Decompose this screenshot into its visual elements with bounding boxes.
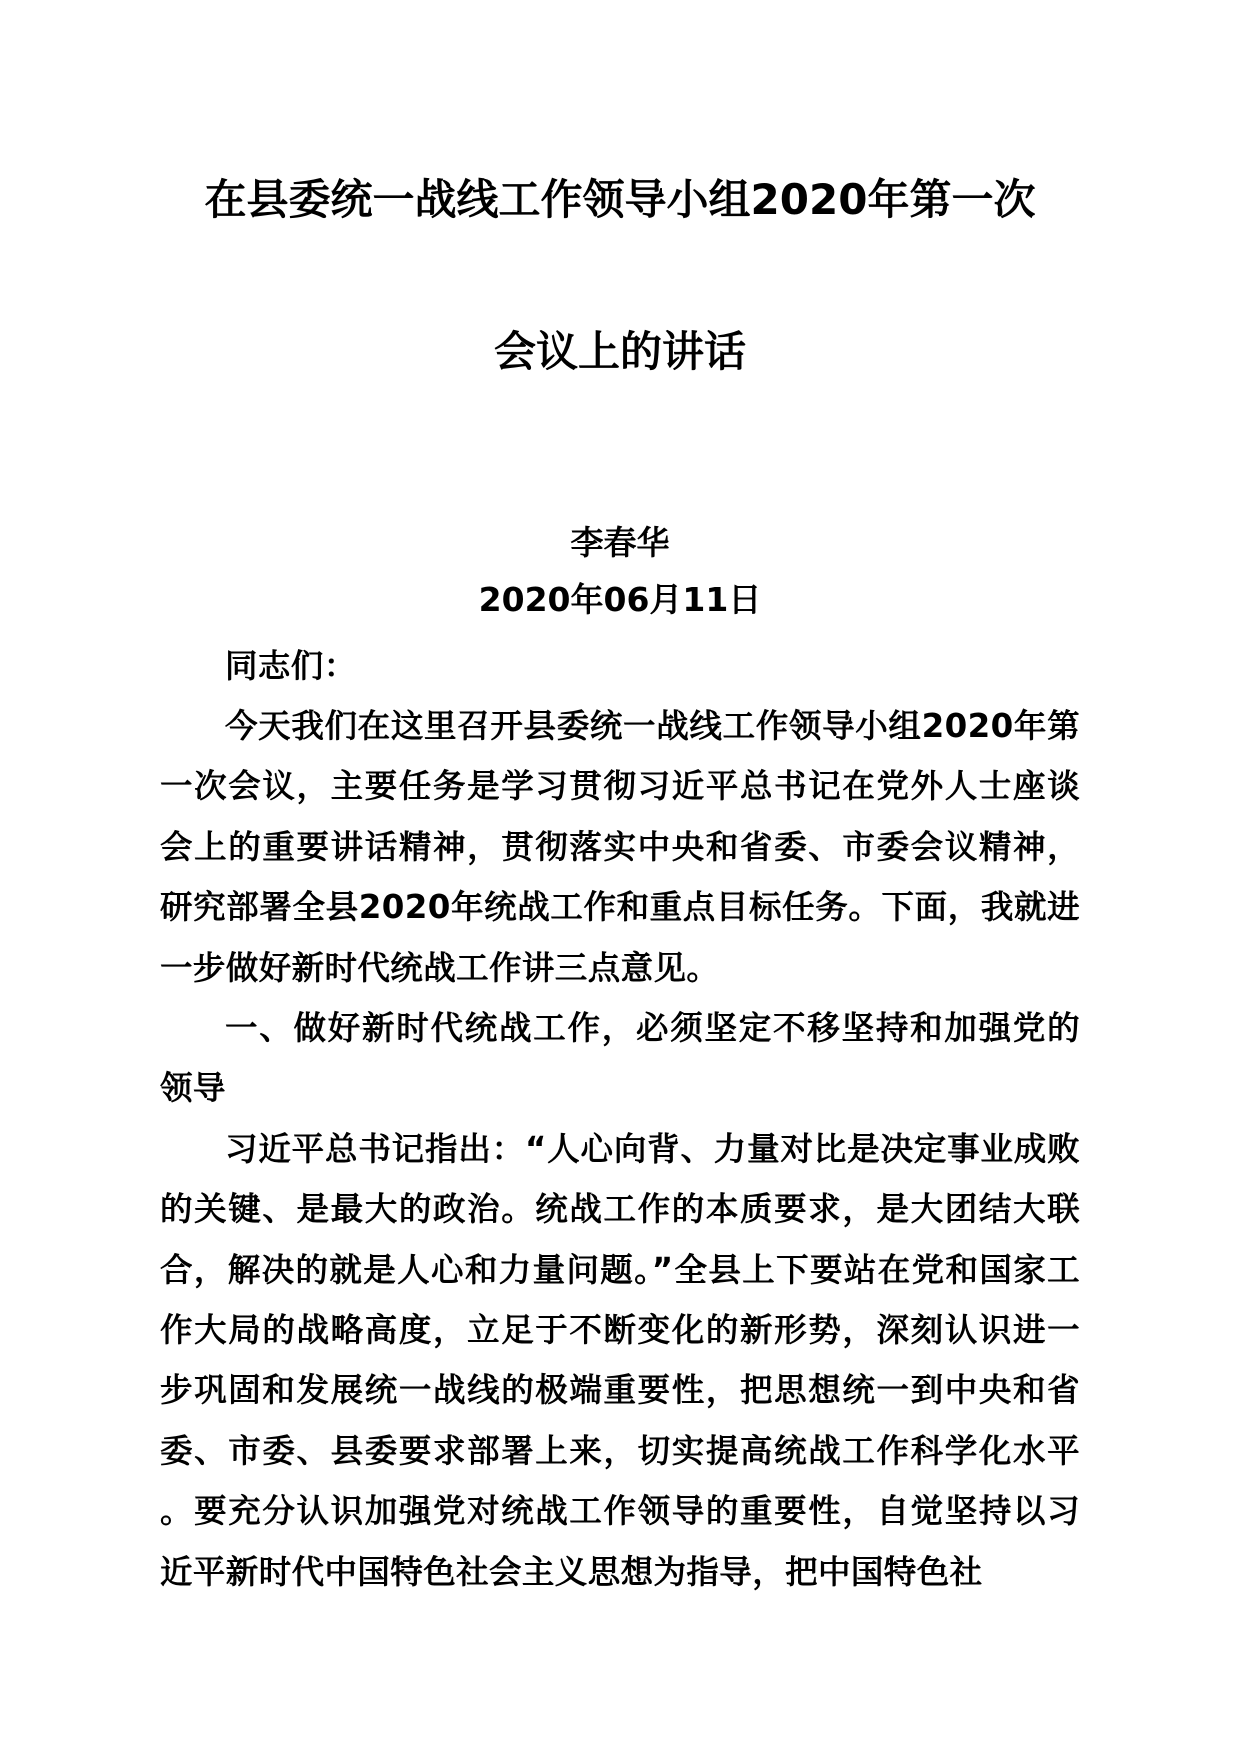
document-title-line-2: 会议上的讲话 xyxy=(493,327,746,376)
paragraph-intro: 今天我们在这里召开县委统一战线工作领导小组2020年第一次会议，主要任务是学习贯彻习近平总书记在党外人士座谈会上的重要讲话精神，贯彻落实中央和省委、市委会议精神，研究部署全县2020年统战工作和重点目标任务。下面，我就进一步做好新时代统战工作讲三点意见。 xyxy=(160,707,1080,987)
paragraph-section-1: 习近平总书记指出：“人心向背、力量对比是决定事业成败的关键、是最大的政治。统战工作的本质要求，是大团结大联合，解决的就是人心和力量问题。”全县上下要站在党和国家工作大局的战略高度，立足于不断变化的新形势，深刻认识进一步巩固和发展统一战线的极端重要性，把思想统一到中央和省委、市委、县委要求部署上来，切实提高统战工作科学化水平。要充分认识加强党对统战工作领导的重要性，自觉坚持以习近平新时代中国特色社会主义思想为指导，把中国特色社 xyxy=(160,1129,1080,1591)
speech-date: 2020年06月11日 xyxy=(478,580,762,619)
salutation xyxy=(160,636,1080,696)
salutation-text: 同志们： xyxy=(225,647,357,685)
document-title-line-1: 在县委统一战线工作领导小组2020年第一次 xyxy=(204,175,1036,224)
body-paragraphs xyxy=(160,696,1080,1602)
section-heading-1: 一、做好新时代统战工作，必须坚定不移坚持和加强党的领导 xyxy=(160,1009,1080,1108)
author-name: 李春华 xyxy=(570,523,670,562)
